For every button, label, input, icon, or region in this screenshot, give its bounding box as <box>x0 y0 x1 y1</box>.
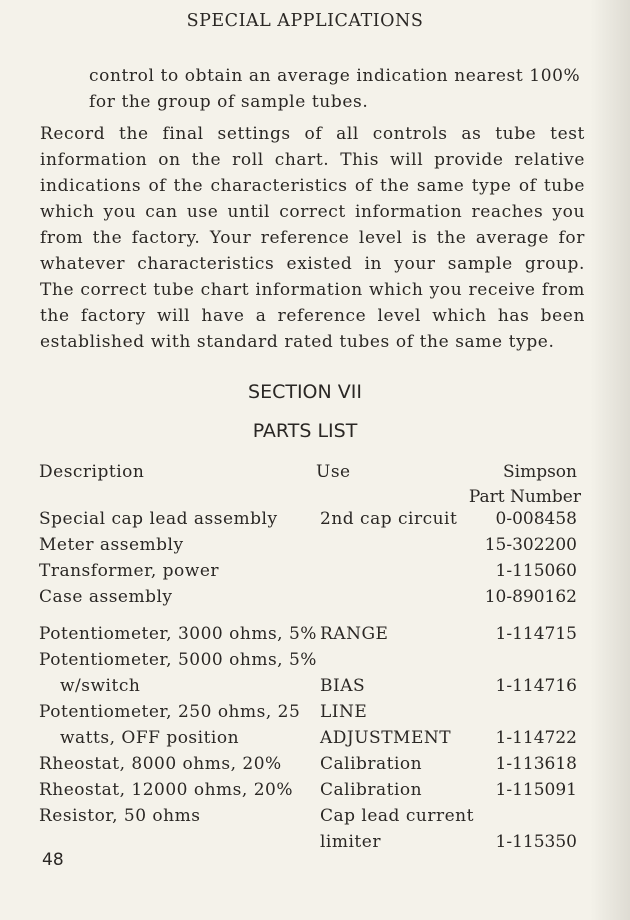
table-row-description-cont: watts, OFF position <box>60 728 240 748</box>
table-row-use-cont: limiter <box>320 832 381 852</box>
column-header-use: Use <box>316 462 351 482</box>
table-row-description: Rheostat, 12000 ohms, 20% <box>39 780 293 800</box>
table-row-use: Cap lead current <box>320 806 474 826</box>
table-row-use: LINE <box>320 702 368 722</box>
table-row-use-cont: ADJUSTMENT <box>320 728 452 748</box>
running-header: SPECIAL APPLICATIONS <box>186 11 424 31</box>
page-edge-shadow <box>590 0 630 920</box>
table-row-description: Special cap lead assembly <box>39 509 278 529</box>
table-row-description: Meter assembly <box>39 535 184 555</box>
table-row-description: Potentiometer, 250 ohms, 25 <box>39 702 301 722</box>
parts-list-title: PARTS LIST <box>252 420 358 442</box>
table-row-description-cont: w/switch <box>60 676 141 696</box>
table-row-part-number: 1-113618 <box>495 754 577 774</box>
table-row-part-number: 1-115060 <box>495 561 577 581</box>
table-row-use: RANGE <box>320 624 389 644</box>
table-row-description: Transformer, power <box>39 561 220 581</box>
table-row-part-number: 1-115091 <box>495 780 577 800</box>
table-row-part-number: 1-114716 <box>495 676 577 696</box>
table-row-part-number: 0-008458 <box>495 509 577 529</box>
table-row-use: Calibration <box>320 754 423 774</box>
table-row-description: Potentiometer, 3000 ohms, 5% <box>39 624 317 644</box>
table-row-part-number: 1-114722 <box>495 728 577 748</box>
paragraph-continuation: control to obtain an average indication nearest 100% for the group of sample tubes. <box>89 66 581 112</box>
table-row-part-number: 1-115350 <box>495 832 577 852</box>
table-row-part-number: 10-890162 <box>484 587 577 607</box>
table-row-use: BIAS <box>320 676 366 696</box>
paragraph-record-settings: Record the final settings of all controls as tube test information on the roll chart. This will provide relative indications of the characteristics of the same type of tube which you can use until correct information reaches you from the factory. Your reference level is the average for whatever characteristics existed in your sample group. The correct tube chart information which you receive from the factory will have a reference level which has been established with standard rated tubes of the same type. <box>40 124 585 352</box>
table-row-use: Calibration <box>320 780 423 800</box>
table-row-part-number: 1-114715 <box>495 624 577 644</box>
section-title: SECTION VII <box>248 381 362 403</box>
column-header-description: Description <box>39 462 145 482</box>
table-row-description: Case assembly <box>39 587 173 607</box>
table-row-part-number: 15-302200 <box>484 535 577 555</box>
column-header-part-number: Part Number <box>468 487 581 507</box>
column-header-simpson: Simpson <box>503 462 577 482</box>
table-row-description: Potentiometer, 5000 ohms, 5% <box>39 650 317 670</box>
table-row-description: Resistor, 50 ohms <box>39 806 201 826</box>
table-row-use: 2nd cap circuit <box>320 509 458 529</box>
page-number: 48 <box>42 850 64 870</box>
table-row-description: Rheostat, 8000 ohms, 20% <box>39 754 282 774</box>
